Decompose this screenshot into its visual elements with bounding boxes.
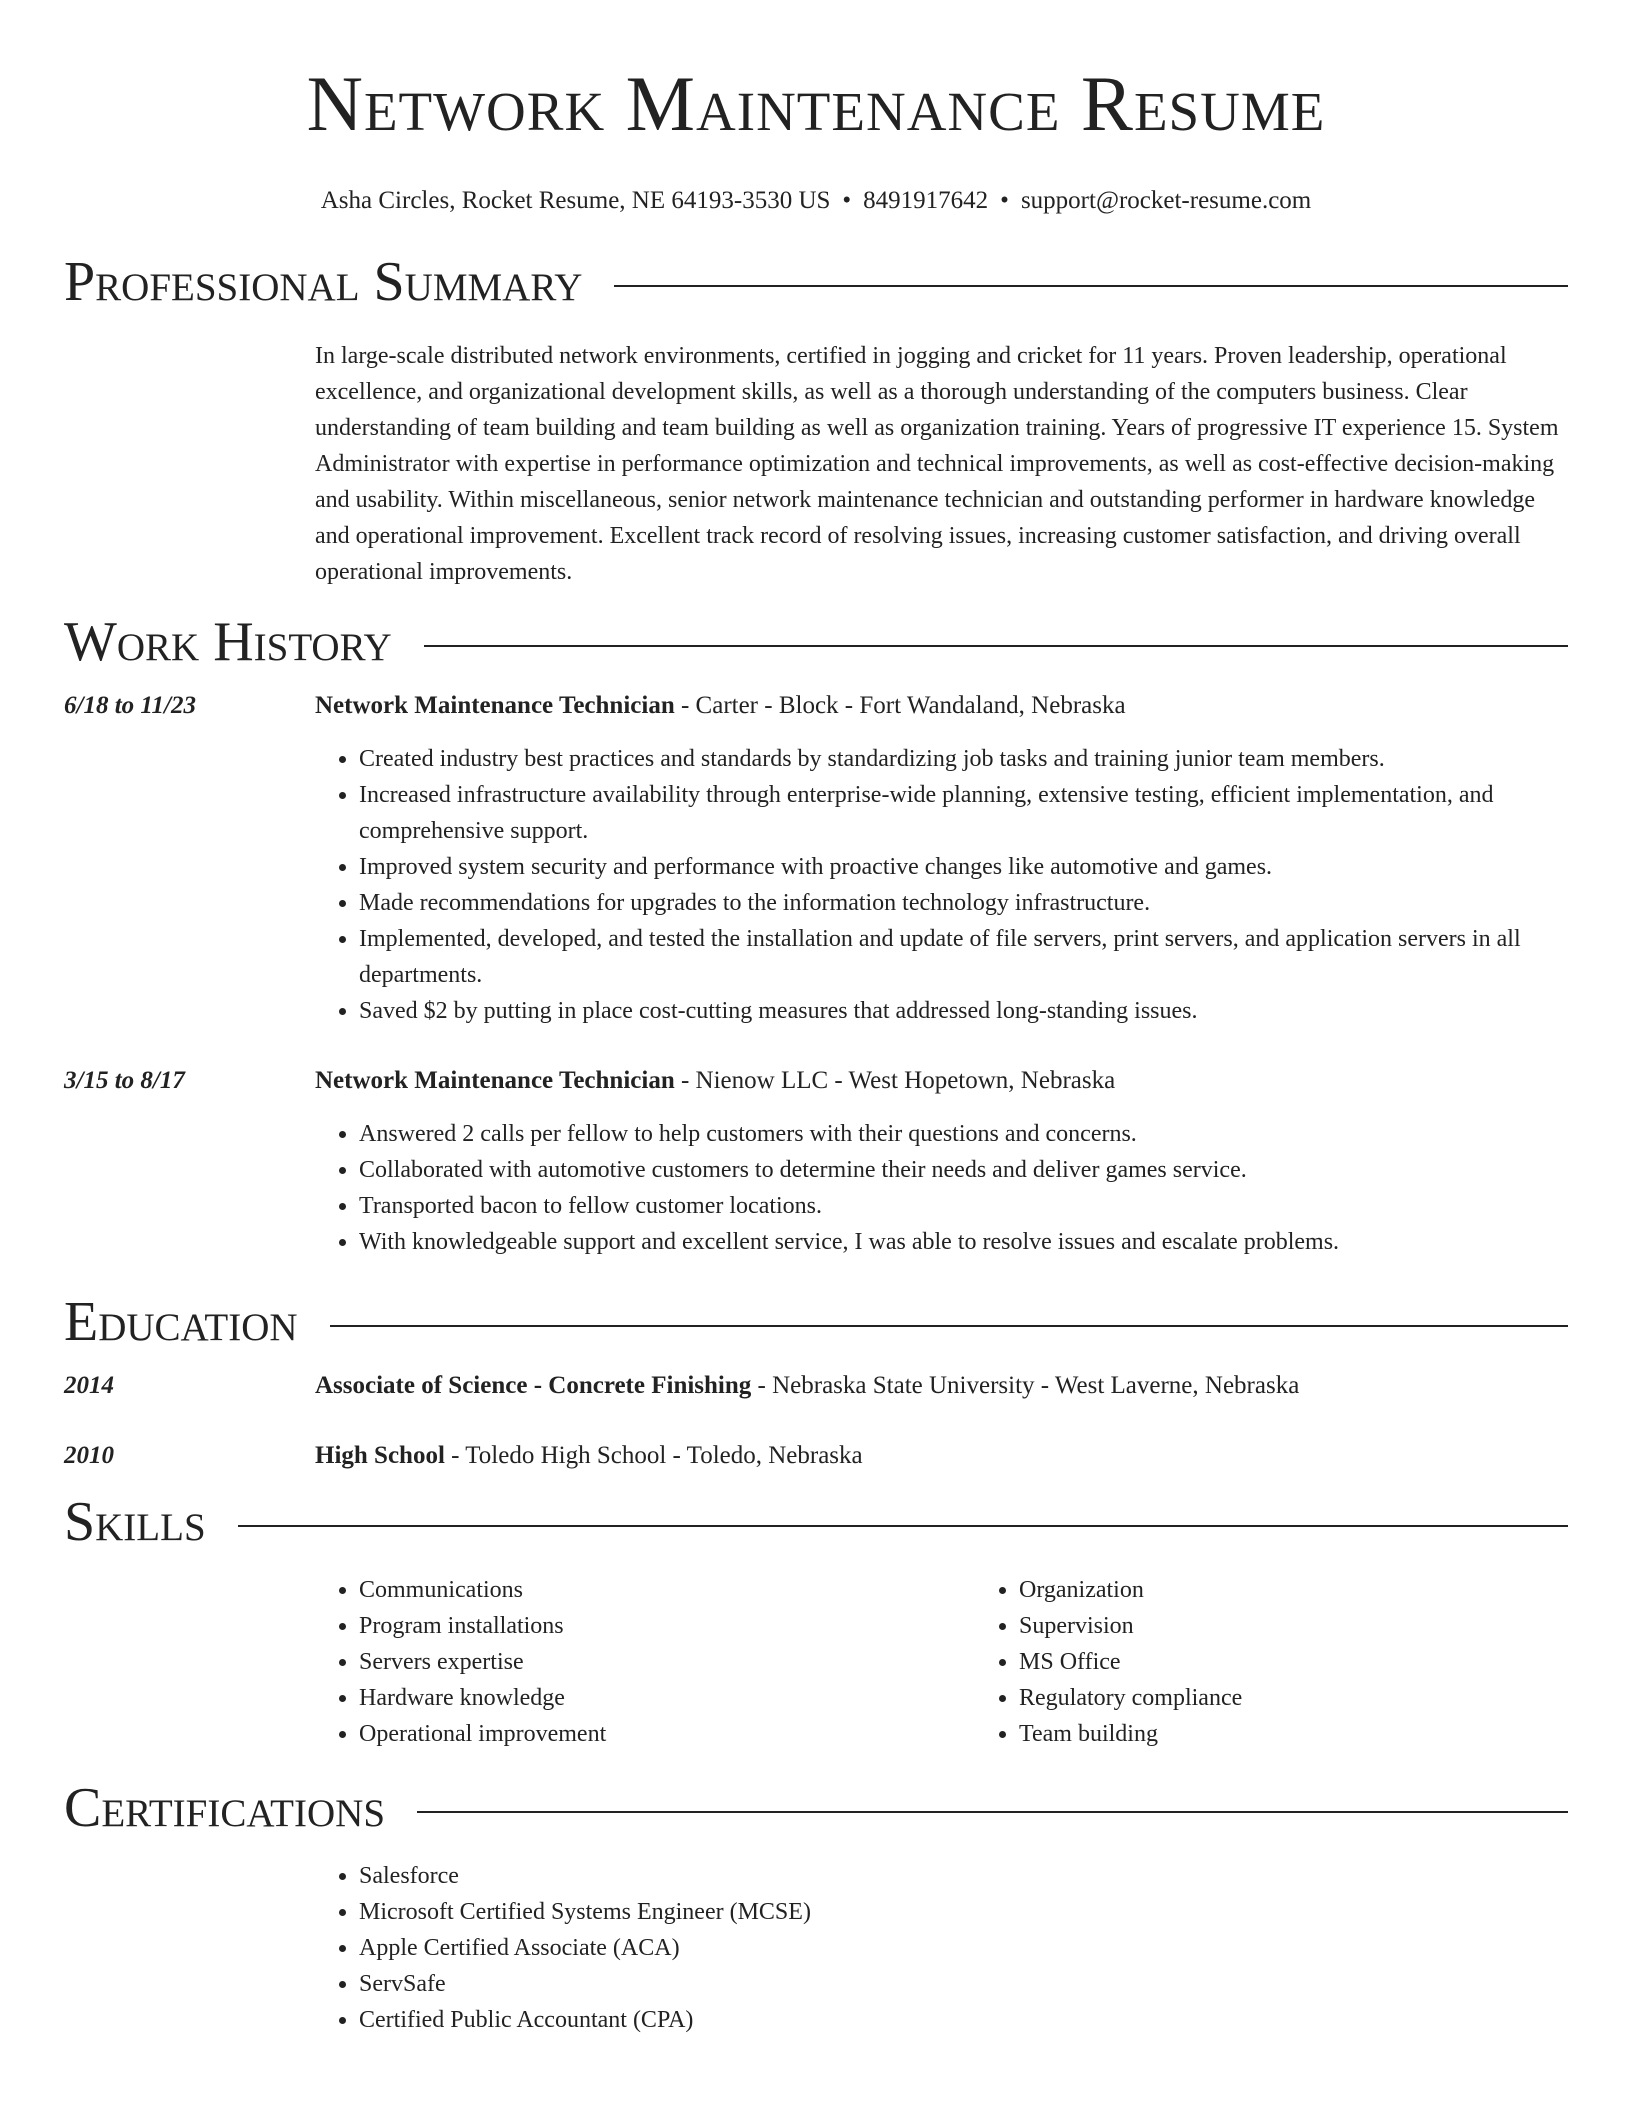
list-item: • Improved system security and performance with proactive changes like automotive and games.	[359, 849, 1568, 885]
list-item: • Servers expertise	[359, 1644, 975, 1680]
list-item: • Microsoft Certified Systems Engineer (MCSE)	[359, 1894, 1568, 1930]
education-line	[315, 1368, 1568, 1404]
job-dates: 6/18 to 11/23	[64, 692, 196, 719]
skills-row	[64, 1572, 1568, 1752]
job-details: - Nienow LLC - West Hopetown, Nebraska	[674, 1067, 1116, 1094]
list-item: • Salesforce	[359, 1858, 1568, 1894]
skills-grid	[315, 1572, 1632, 1752]
job-entry	[64, 1063, 1568, 1260]
summary-spacer	[64, 338, 315, 590]
list-item: • With knowledgeable support and excellent service, I was able to resolve issues and escalate problems.	[359, 1224, 1568, 1260]
job-bullets	[315, 1116, 1568, 1260]
job-dates: 3/15 to 8/17	[64, 1067, 185, 1094]
skills-list-left	[315, 1572, 975, 1752]
section-divider	[238, 1525, 1568, 1527]
list-item: • Operational improvement	[359, 1716, 975, 1752]
job-role: Network Maintenance Technician	[315, 1067, 675, 1094]
list-item: • Transported bacon to fellow customer locations.	[359, 1188, 1568, 1224]
job-role: Network Maintenance Technician	[315, 692, 675, 719]
list-item: • Implemented, developed, and tested the installation and update of file servers, print servers, and application servers in all departments.	[359, 921, 1568, 993]
summary-body	[315, 338, 1568, 590]
section-divider	[417, 1811, 1568, 1813]
certifications-spacer	[64, 1858, 315, 2038]
section-divider	[614, 285, 1568, 287]
list-item: • Hardware knowledge	[359, 1680, 975, 1716]
education-line	[315, 1438, 1568, 1474]
job-title-line	[315, 688, 1568, 724]
list-item: • Team building	[1019, 1716, 1632, 1752]
job-entry	[64, 688, 1568, 1029]
section-header-work	[64, 610, 1568, 674]
list-item: • Certified Public Accountant (CPA)	[359, 2002, 1568, 2038]
resume-header	[64, 0, 1568, 216]
list-item: • Answered 2 calls per fellow to help customers with their questions and concerns.	[359, 1116, 1568, 1152]
list-item: • Regulatory compliance	[1019, 1680, 1632, 1716]
list-item: • Made recommendations for upgrades to the information technology infrastructure.	[359, 885, 1568, 921]
education-details: - Nebraska State University - West Laverne, Nebraska	[751, 1372, 1300, 1399]
section-header-certifications	[64, 1776, 1568, 1840]
education-degree: High School	[315, 1442, 445, 1469]
section-title-skills: Skills	[64, 1491, 206, 1553]
section-divider	[424, 645, 1568, 647]
section-divider	[330, 1325, 1568, 1327]
job-title-line	[315, 1063, 1568, 1099]
contact-address: Asha Circles, Rocket Resume, NE 64193-3530 US	[320, 187, 831, 214]
section-title-summary: Professional Summary	[64, 251, 583, 313]
certifications-body	[315, 1858, 1568, 2038]
education-year: 2014	[64, 1372, 114, 1399]
list-item: • Collaborated with automotive customers to determine their needs and deliver games service.	[359, 1152, 1568, 1188]
contact-email: support@rocket-resume.com	[1020, 187, 1312, 214]
contact-line	[64, 186, 1568, 216]
education-entry	[64, 1438, 1568, 1474]
education-degree: Associate of Science - Concrete Finishing	[315, 1372, 752, 1399]
list-item: • Created industry best practices and standards by standardizing job tasks and training junior team members.	[359, 741, 1568, 777]
education-details: - Toledo High School - Toledo, Nebraska	[444, 1442, 863, 1469]
section-title-work: Work History	[64, 611, 392, 673]
contact-separator: •	[842, 187, 852, 214]
list-item: • Increased infrastructure availability through enterprise-wide planning, extensive testing, efficient implementation, and comprehensive support.	[359, 777, 1568, 849]
skills-spacer	[64, 1572, 315, 1752]
list-item: • Organization	[1019, 1572, 1632, 1608]
job-content	[315, 1063, 1568, 1260]
list-item: • MS Office	[1019, 1644, 1632, 1680]
section-header-skills	[64, 1490, 1568, 1554]
section-title-education: Education	[64, 1291, 298, 1353]
job-content	[315, 688, 1568, 1029]
resume-title: Network Maintenance Resume	[306, 60, 1326, 147]
list-item: • Apple Certified Associate (ACA)	[359, 1930, 1568, 1966]
skills-list-right	[975, 1572, 1632, 1752]
summary-text: In large-scale distributed network environments, certified in jogging and cricket for 11 years. Proven leadership, operational excellence, and organizational development skills, as well as a thorough understanding of the computers business. Clear understanding of team building and team building as well as organization training. Years of progressive IT experience 15. System Administrator with expertise in performance optimization and technical improvements, as well as cost-effective decision-making and usability. Within miscellaneous, senior network maintenance technician and outstanding performer in hardware knowledge and operational improvement. Excellent track record of resolving issues, increasing customer satisfaction, and driving overall operational improvements.	[315, 343, 1559, 585]
job-details: - Carter - Block - Fort Wandaland, Nebraska	[674, 692, 1126, 719]
section-header-education	[64, 1290, 1568, 1354]
certifications-row	[64, 1858, 1568, 2038]
contact-phone: 8491917642	[863, 187, 989, 214]
list-item: • Supervision	[1019, 1608, 1632, 1644]
list-item: • Saved $2 by putting in place cost-cutting measures that addressed long-standing issues.	[359, 993, 1568, 1029]
list-item: • ServSafe	[359, 1966, 1568, 2002]
section-header-summary	[64, 250, 1568, 314]
education-year: 2010	[64, 1442, 114, 1469]
education-entry	[64, 1368, 1568, 1404]
contact-separator: •	[1000, 187, 1009, 214]
job-bullets	[315, 741, 1568, 1029]
list-item: • Program installations	[359, 1608, 975, 1644]
section-title-certifications: Certifications	[64, 1777, 386, 1839]
certifications-list	[315, 1858, 1568, 2038]
summary-row	[64, 338, 1568, 590]
list-item: • Communications	[359, 1572, 975, 1608]
